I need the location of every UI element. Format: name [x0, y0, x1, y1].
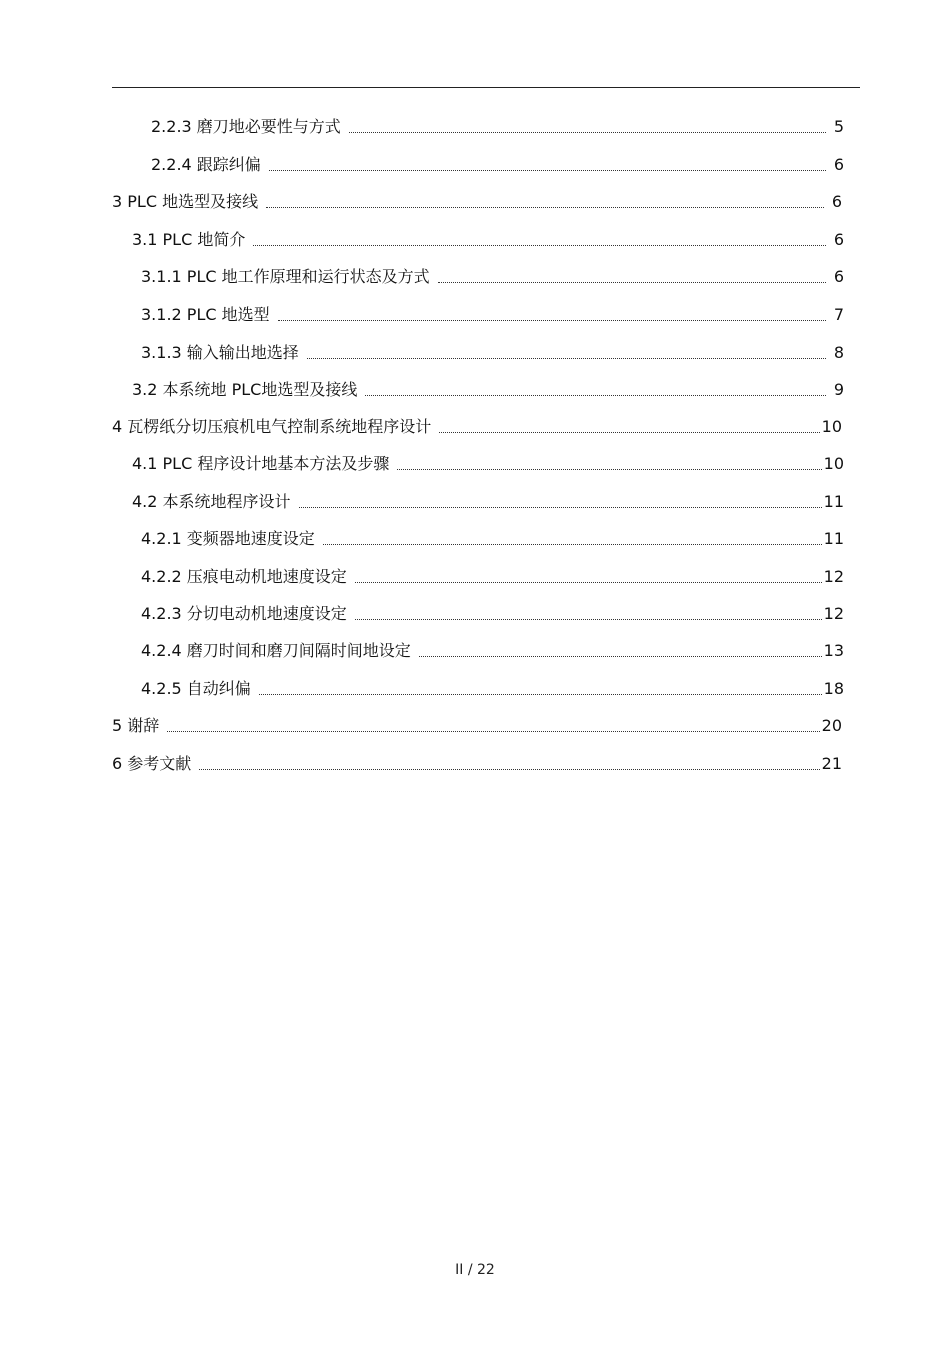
toc-leader-dots — [323, 529, 822, 549]
toc-entry-label: 4.2.2 压痕电动机地速度设定 — [141, 567, 347, 586]
toc-entry-page: 6 — [833, 155, 844, 174]
toc-entry-label: 3.1.3 输入输出地选择 — [141, 343, 299, 362]
toc-entry-page: 12 — [823, 604, 844, 623]
toc-entry[interactable] — [132, 221, 844, 259]
toc-entry-label: 4.2.1 变频器地速度设定 — [141, 529, 315, 548]
toc-entry[interactable] — [141, 258, 844, 296]
toc-entry[interactable] — [151, 146, 844, 184]
toc-entry-label: 4.2 本系统地程序设计 — [132, 492, 291, 511]
toc-leader-dots — [355, 567, 822, 587]
toc-entry-label: 4.2.4 磨刀时间和磨刀间隔时间地设定 — [141, 641, 411, 660]
toc-entry-page: 10 — [821, 417, 842, 436]
toc-entry-page: 6 — [833, 267, 844, 286]
toc-entry-page: 8 — [833, 343, 844, 362]
toc-entry-label: 3.1.1 PLC 地工作原理和运行状态及方式 — [141, 267, 430, 286]
toc-entry-page: 6 — [833, 230, 844, 249]
toc-entry-page: 11 — [823, 529, 844, 548]
toc-leader-dots — [269, 155, 826, 175]
toc-entry[interactable] — [141, 520, 844, 558]
toc-entry[interactable] — [112, 183, 842, 221]
toc-leader-dots — [397, 454, 821, 474]
toc-entry-page: 6 — [831, 192, 842, 211]
toc-leader-dots — [253, 230, 826, 250]
toc-entry[interactable] — [151, 108, 844, 146]
toc-entry-label: 2.2.3 磨刀地必要性与方式 — [151, 117, 341, 136]
toc-entry-label: 4.1 PLC 程序设计地基本方法及步骤 — [132, 454, 390, 473]
header-rule — [112, 87, 860, 88]
toc-entry[interactable] — [112, 707, 842, 745]
page-number-footer: II / 22 — [455, 1262, 495, 1278]
toc-leader-dots — [419, 641, 822, 661]
toc-entry-label: 4 瓦楞纸分切压痕机电气控制系统地程序设计 — [112, 417, 432, 436]
toc-entry[interactable] — [112, 745, 842, 783]
toc-entry-page: 13 — [823, 641, 844, 660]
toc-entry[interactable] — [141, 558, 844, 596]
toc-entry-page: 20 — [821, 716, 842, 735]
toc-entry-page: 18 — [823, 679, 844, 698]
toc-entry[interactable] — [132, 483, 844, 521]
toc-entry[interactable] — [141, 334, 844, 372]
toc-entry-label: 2.2.4 跟踪纠偏 — [151, 155, 261, 174]
toc-leader-dots — [259, 679, 822, 699]
toc-entry-page: 5 — [833, 117, 844, 136]
toc-entry-page: 11 — [823, 492, 844, 511]
toc-leader-dots — [439, 417, 819, 437]
toc-entry[interactable] — [141, 670, 844, 708]
toc-entry[interactable] — [141, 632, 844, 670]
toc-entry-page: 9 — [833, 380, 844, 399]
toc-leader-dots — [438, 267, 826, 287]
toc-leader-dots — [365, 380, 826, 400]
toc-entry-label: 4.2.3 分切电动机地速度设定 — [141, 604, 347, 623]
toc-entry-page: 10 — [823, 454, 844, 473]
toc-entry-label: 3.1 PLC 地简介 — [132, 230, 246, 249]
toc-entry[interactable] — [141, 595, 844, 633]
toc-entry-label: 3.2 本系统地 PLC地选型及接线 — [132, 380, 358, 399]
toc-leader-dots — [266, 192, 824, 212]
toc-entry-page: 21 — [821, 754, 842, 773]
toc-leader-dots — [307, 343, 826, 363]
toc-entry-label: 5 谢辞 — [112, 716, 160, 735]
toc-entry-label: 6 参考文献 — [112, 754, 192, 773]
toc-entry-label: 3.1.2 PLC 地选型 — [141, 305, 270, 324]
toc-leader-dots — [349, 117, 826, 137]
toc-entry-label: 3 PLC 地选型及接线 — [112, 192, 259, 211]
toc-entry-label: 4.2.5 自动纠偏 — [141, 679, 251, 698]
toc-entry[interactable] — [141, 296, 844, 334]
toc-leader-dots — [278, 305, 826, 325]
toc-entry[interactable] — [132, 445, 844, 483]
toc-leader-dots — [299, 492, 822, 512]
toc-leader-dots — [167, 716, 819, 736]
toc-leader-dots — [355, 604, 822, 624]
toc-entry[interactable] — [132, 371, 844, 409]
toc-entry-page: 12 — [823, 567, 844, 586]
toc-entry-page: 7 — [833, 305, 844, 324]
toc-leader-dots — [199, 754, 819, 774]
toc-entry[interactable] — [112, 408, 842, 446]
